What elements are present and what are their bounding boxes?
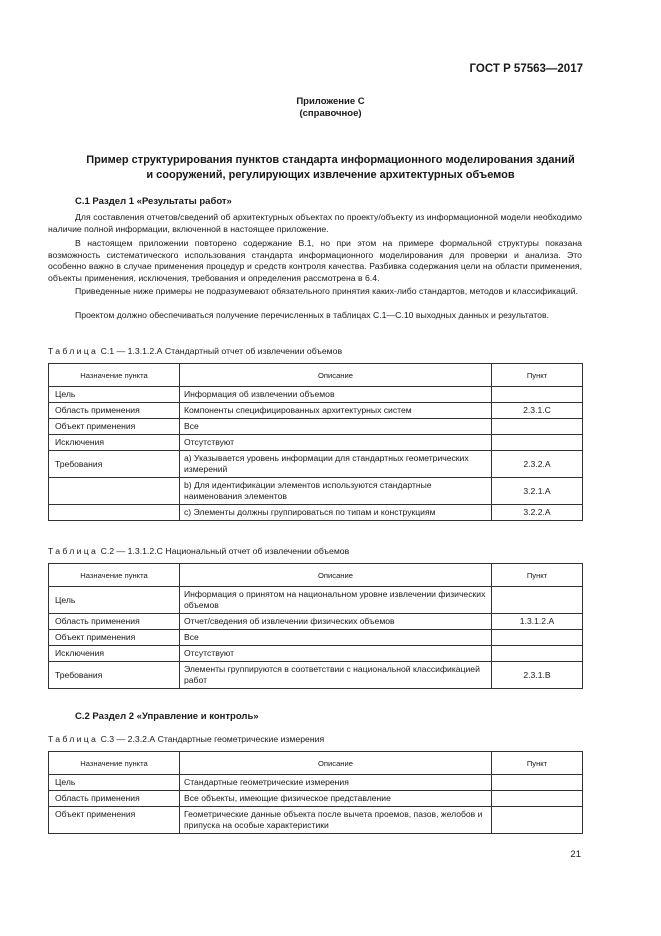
row-description: а) Указывается уровень информации для стандартных геометрических измерений <box>180 451 492 478</box>
row-purpose: Объект применения <box>49 419 180 435</box>
row-purpose: Область применения <box>49 791 180 807</box>
table-3 <box>48 751 583 834</box>
standard-number: ГОСТ Р 57563—2017 <box>469 63 583 75</box>
row-description: Все <box>180 630 492 646</box>
appendix-subtitle: (справочное) <box>299 108 362 119</box>
section-2-title: С.2 Раздел 2 «Управление и контроль» <box>75 711 259 722</box>
paragraph-1: Для составления отчетов/сведений об архитектурных объектах по проекту/объекту из информационной модели необходимо наличие полной информации, включенной в настоящее приложение. <box>48 212 582 234</box>
table-1-caption-prefix: Таблица <box>48 346 99 356</box>
table-row <box>49 403 583 419</box>
table-row <box>49 587 583 614</box>
table-1-caption-text: С.1 — 1.3.1.2.А Стандартный отчет об извлечении объемов <box>100 346 343 356</box>
row-purpose <box>49 505 180 521</box>
row-purpose: Исключения <box>49 646 180 662</box>
header-clause: Пункт <box>492 564 583 587</box>
table-3-caption-text: С.3 — 2.3.2.А Стандартные геометрические измерения <box>100 734 325 744</box>
row-purpose: Цель <box>49 387 180 403</box>
row-clause: 2.3.1.С <box>492 403 583 419</box>
table-row <box>49 505 583 521</box>
table-row <box>49 630 583 646</box>
row-description: Отсутствуют <box>180 435 492 451</box>
row-clause <box>492 419 583 435</box>
row-description: Геометрические данные объекта после вычета проемов, пазов, желобов и припуска на особые характеристики <box>180 807 492 834</box>
header-purpose: Назначение пункта <box>49 564 180 587</box>
row-description: Элементы группируются в соответствии с национальной классификацией работ <box>180 662 492 689</box>
row-purpose: Область применения <box>49 614 180 630</box>
row-clause: 3.2.2.А <box>492 505 583 521</box>
table-1 <box>48 363 583 521</box>
row-clause: 2.3.1.В <box>492 662 583 689</box>
row-description: Информация о принятом на национальном уровне извлечении физических объемов <box>180 587 492 614</box>
row-clause <box>492 791 583 807</box>
table-header-row <box>49 752 583 775</box>
table-row <box>49 451 583 478</box>
row-description: b) Для идентификации элементов используются стандартные наименования элементов <box>180 478 492 505</box>
row-description: Все объекты, имеющие физическое представление <box>180 791 492 807</box>
table-2-caption-text: С.2 — 1.3.1.2.С Национальный отчет об извлечении объемов <box>100 546 350 556</box>
appendix-title: Приложение С <box>296 96 365 107</box>
section-1-title: С.1 Раздел 1 «Результаты работ» <box>75 196 232 207</box>
row-clause <box>492 807 583 834</box>
header-description: Описание <box>180 564 492 587</box>
table-2 <box>48 563 583 689</box>
table-1-caption <box>48 346 342 356</box>
row-purpose <box>49 478 180 505</box>
row-clause: 3.2.1.А <box>492 478 583 505</box>
row-clause <box>492 587 583 614</box>
header-purpose: Назначение пункта <box>49 752 180 775</box>
paragraph-3: Приведенные ниже примеры не подразумевают обязательного принятия каких-либо стандартов, методов и классификаций. <box>75 286 579 296</box>
table-2-caption <box>48 546 349 556</box>
header-purpose: Назначение пункта <box>49 364 180 387</box>
row-clause <box>492 646 583 662</box>
header-clause: Пункт <box>492 752 583 775</box>
row-description: Информация об извлечении объемов <box>180 387 492 403</box>
table-row <box>49 435 583 451</box>
row-description: Отсутствуют <box>180 646 492 662</box>
table-row <box>49 791 583 807</box>
row-clause <box>492 387 583 403</box>
table-row <box>49 646 583 662</box>
row-purpose: Объект применения <box>49 630 180 646</box>
paragraph-2: В настоящем приложении повторено содержание В.1, но при этом на примере формальной структуры показана возможность систематического использования стандарта информационного моделирования для проверки и анализа. Это особенно важно в случае применения процедур и средств контроля качества. Разбивка содержания цели на области применения, объекты применения, исключения, требования и определения рассмотрена в 6.4. <box>48 238 582 283</box>
table-row <box>49 614 583 630</box>
row-clause: 1.3.1.2.А <box>492 614 583 630</box>
table-row <box>49 662 583 689</box>
main-title-line-2: и сооружений, регулирующих извлечение архитектурных объемов <box>146 169 515 181</box>
row-purpose: Требования <box>49 662 180 689</box>
paragraph-4: Проектом должно обеспечиваться получение перечисленных в таблицах С.1—С.10 выходных данных и результатов. <box>75 310 549 320</box>
row-purpose: Цель <box>49 775 180 791</box>
row-description: Все <box>180 419 492 435</box>
table-row <box>49 775 583 791</box>
table-2-caption-prefix: Таблица <box>48 546 99 556</box>
row-purpose: Область применения <box>49 403 180 419</box>
main-title-line-1: Пример структурирования пунктов стандарта информационного моделирования зданий <box>86 154 575 166</box>
row-purpose: Объект применения <box>49 807 180 834</box>
row-description: Компоненты специфицированных архитектурных систем <box>180 403 492 419</box>
table-3-caption-prefix: Таблица <box>48 734 99 744</box>
header-description: Описание <box>180 752 492 775</box>
row-purpose: Требования <box>49 451 180 478</box>
row-clause <box>492 435 583 451</box>
row-clause <box>492 630 583 646</box>
row-purpose: Исключения <box>49 435 180 451</box>
header-description: Описание <box>180 364 492 387</box>
row-description: Отчет/сведения об извлечении физических объемов <box>180 614 492 630</box>
table-row <box>49 478 583 505</box>
table-row <box>49 807 583 834</box>
row-description: Стандартные геометрические измерения <box>180 775 492 791</box>
table-row <box>49 419 583 435</box>
row-clause: 2.3.2.А <box>492 451 583 478</box>
main-title <box>60 153 601 183</box>
row-description: с) Элементы должны группироваться по типам и конструкциям <box>180 505 492 521</box>
row-clause <box>492 775 583 791</box>
header-clause: Пункт <box>492 364 583 387</box>
table-row <box>49 387 583 403</box>
table-header-row <box>49 564 583 587</box>
page-number: 21 <box>570 849 581 860</box>
table-3-caption <box>48 734 324 744</box>
row-purpose: Цель <box>49 587 180 614</box>
table-header-row <box>49 364 583 387</box>
